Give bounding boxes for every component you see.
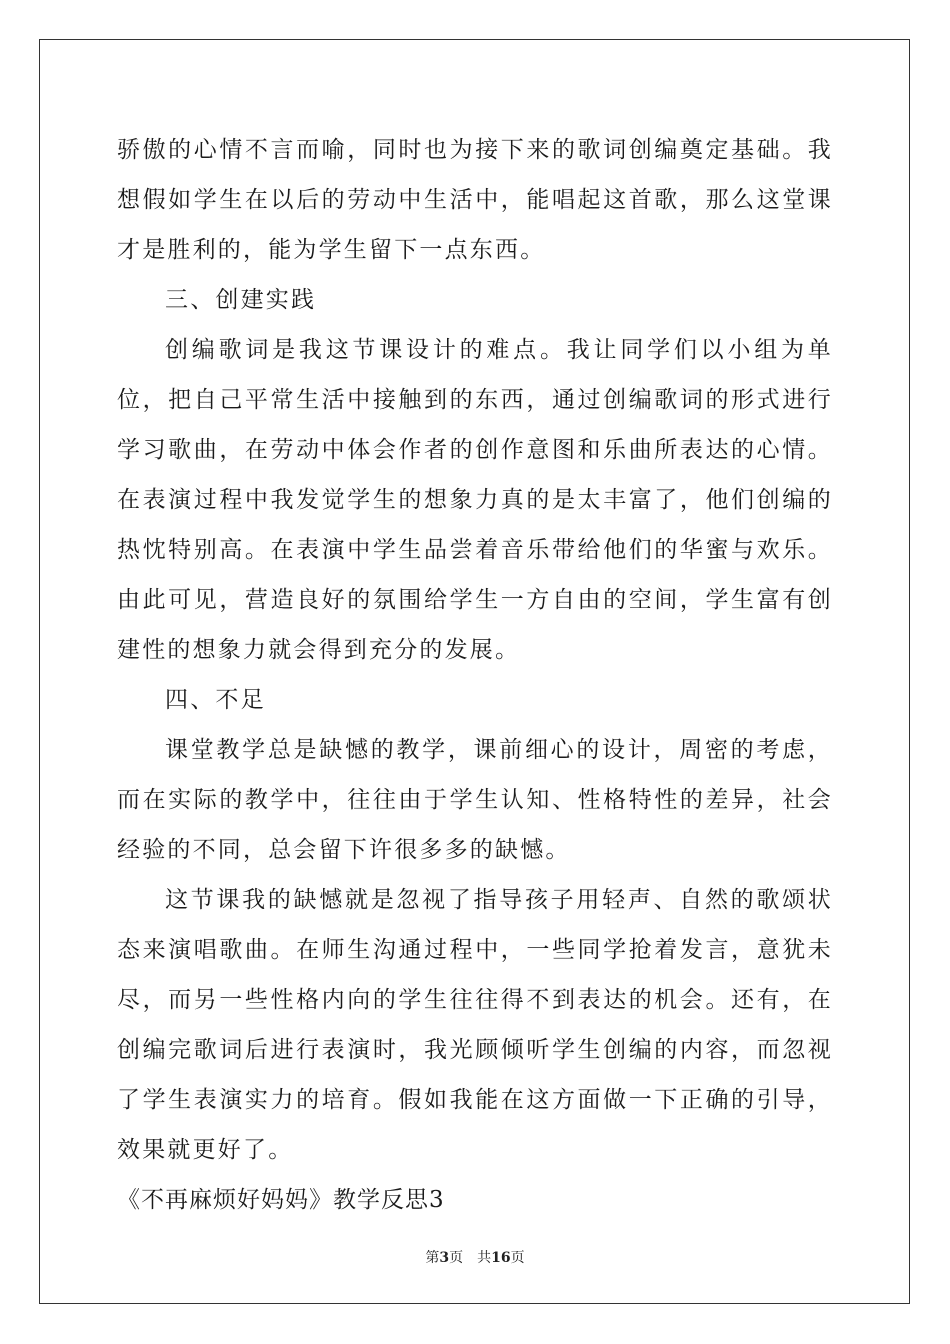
page-number: 3 — [439, 1250, 450, 1266]
total-pages: 16 — [491, 1250, 511, 1266]
section-heading-shortcomings: 四、不足 — [165, 687, 266, 713]
document-body — [117, 125, 833, 1225]
paragraph-shortcomings-intro: 课堂教学总是缺憾的教学，课前细心的设计，周密的考虑，而在实际的教学中，往往由于学生认知、性格特性的差异，社会经验的不同，总会留下许很多多的缺憾。 — [117, 737, 833, 863]
next-article-title: 《不再麻烦好妈妈》教学反思3 — [117, 1187, 445, 1213]
total-prefix: 共 — [477, 1250, 492, 1266]
page-footer — [0, 1247, 950, 1267]
total-suffix: 页 — [510, 1250, 525, 1266]
page-suffix: 页 — [449, 1250, 464, 1266]
paragraph-shortcomings-detail: 这节课我的缺憾就是忽视了指导孩子用轻声、自然的歌颂状态来演唱歌曲。在师生沟通过程中，一些同学抢着发言，意犹未尽，而另一些性格内向的学生往往得不到表达的机会。还有，在创编完歌词后进行表演时，我光顾倾听学生创编的内容，而忽视了学生表演实力的培育。假如我能在这方面做一下正确的引导，效果就更好了。 — [117, 887, 833, 1163]
section-heading-practice: 三、创建实践 — [165, 287, 317, 313]
paragraph-continuation: 骄傲的心情不言而喻，同时也为接下来的歌词创编奠定基础。我想假如学生在以后的劳动中生活中，能唱起这首歌，那么这堂课才是胜利的，能为学生留下一点东西。 — [117, 137, 833, 263]
page-prefix: 第 — [425, 1250, 440, 1266]
paragraph-practice: 创编歌词是我这节课设计的难点。我让同学们以小组为单位，把自己平常生活中接触到的东西，通过创编歌词的形式进行学习歌曲，在劳动中体会作者的创作意图和乐曲所表达的心情。在表演过程中我发觉学生的想象力真的是太丰富了，他们创编的热忱特别高。在表演中学生品尝着音乐带给他们的华蜜与欢乐。由此可见，营造良好的氛围给学生一方自由的空间，学生富有创建性的想象力就会得到充分的发展。 — [117, 337, 833, 663]
